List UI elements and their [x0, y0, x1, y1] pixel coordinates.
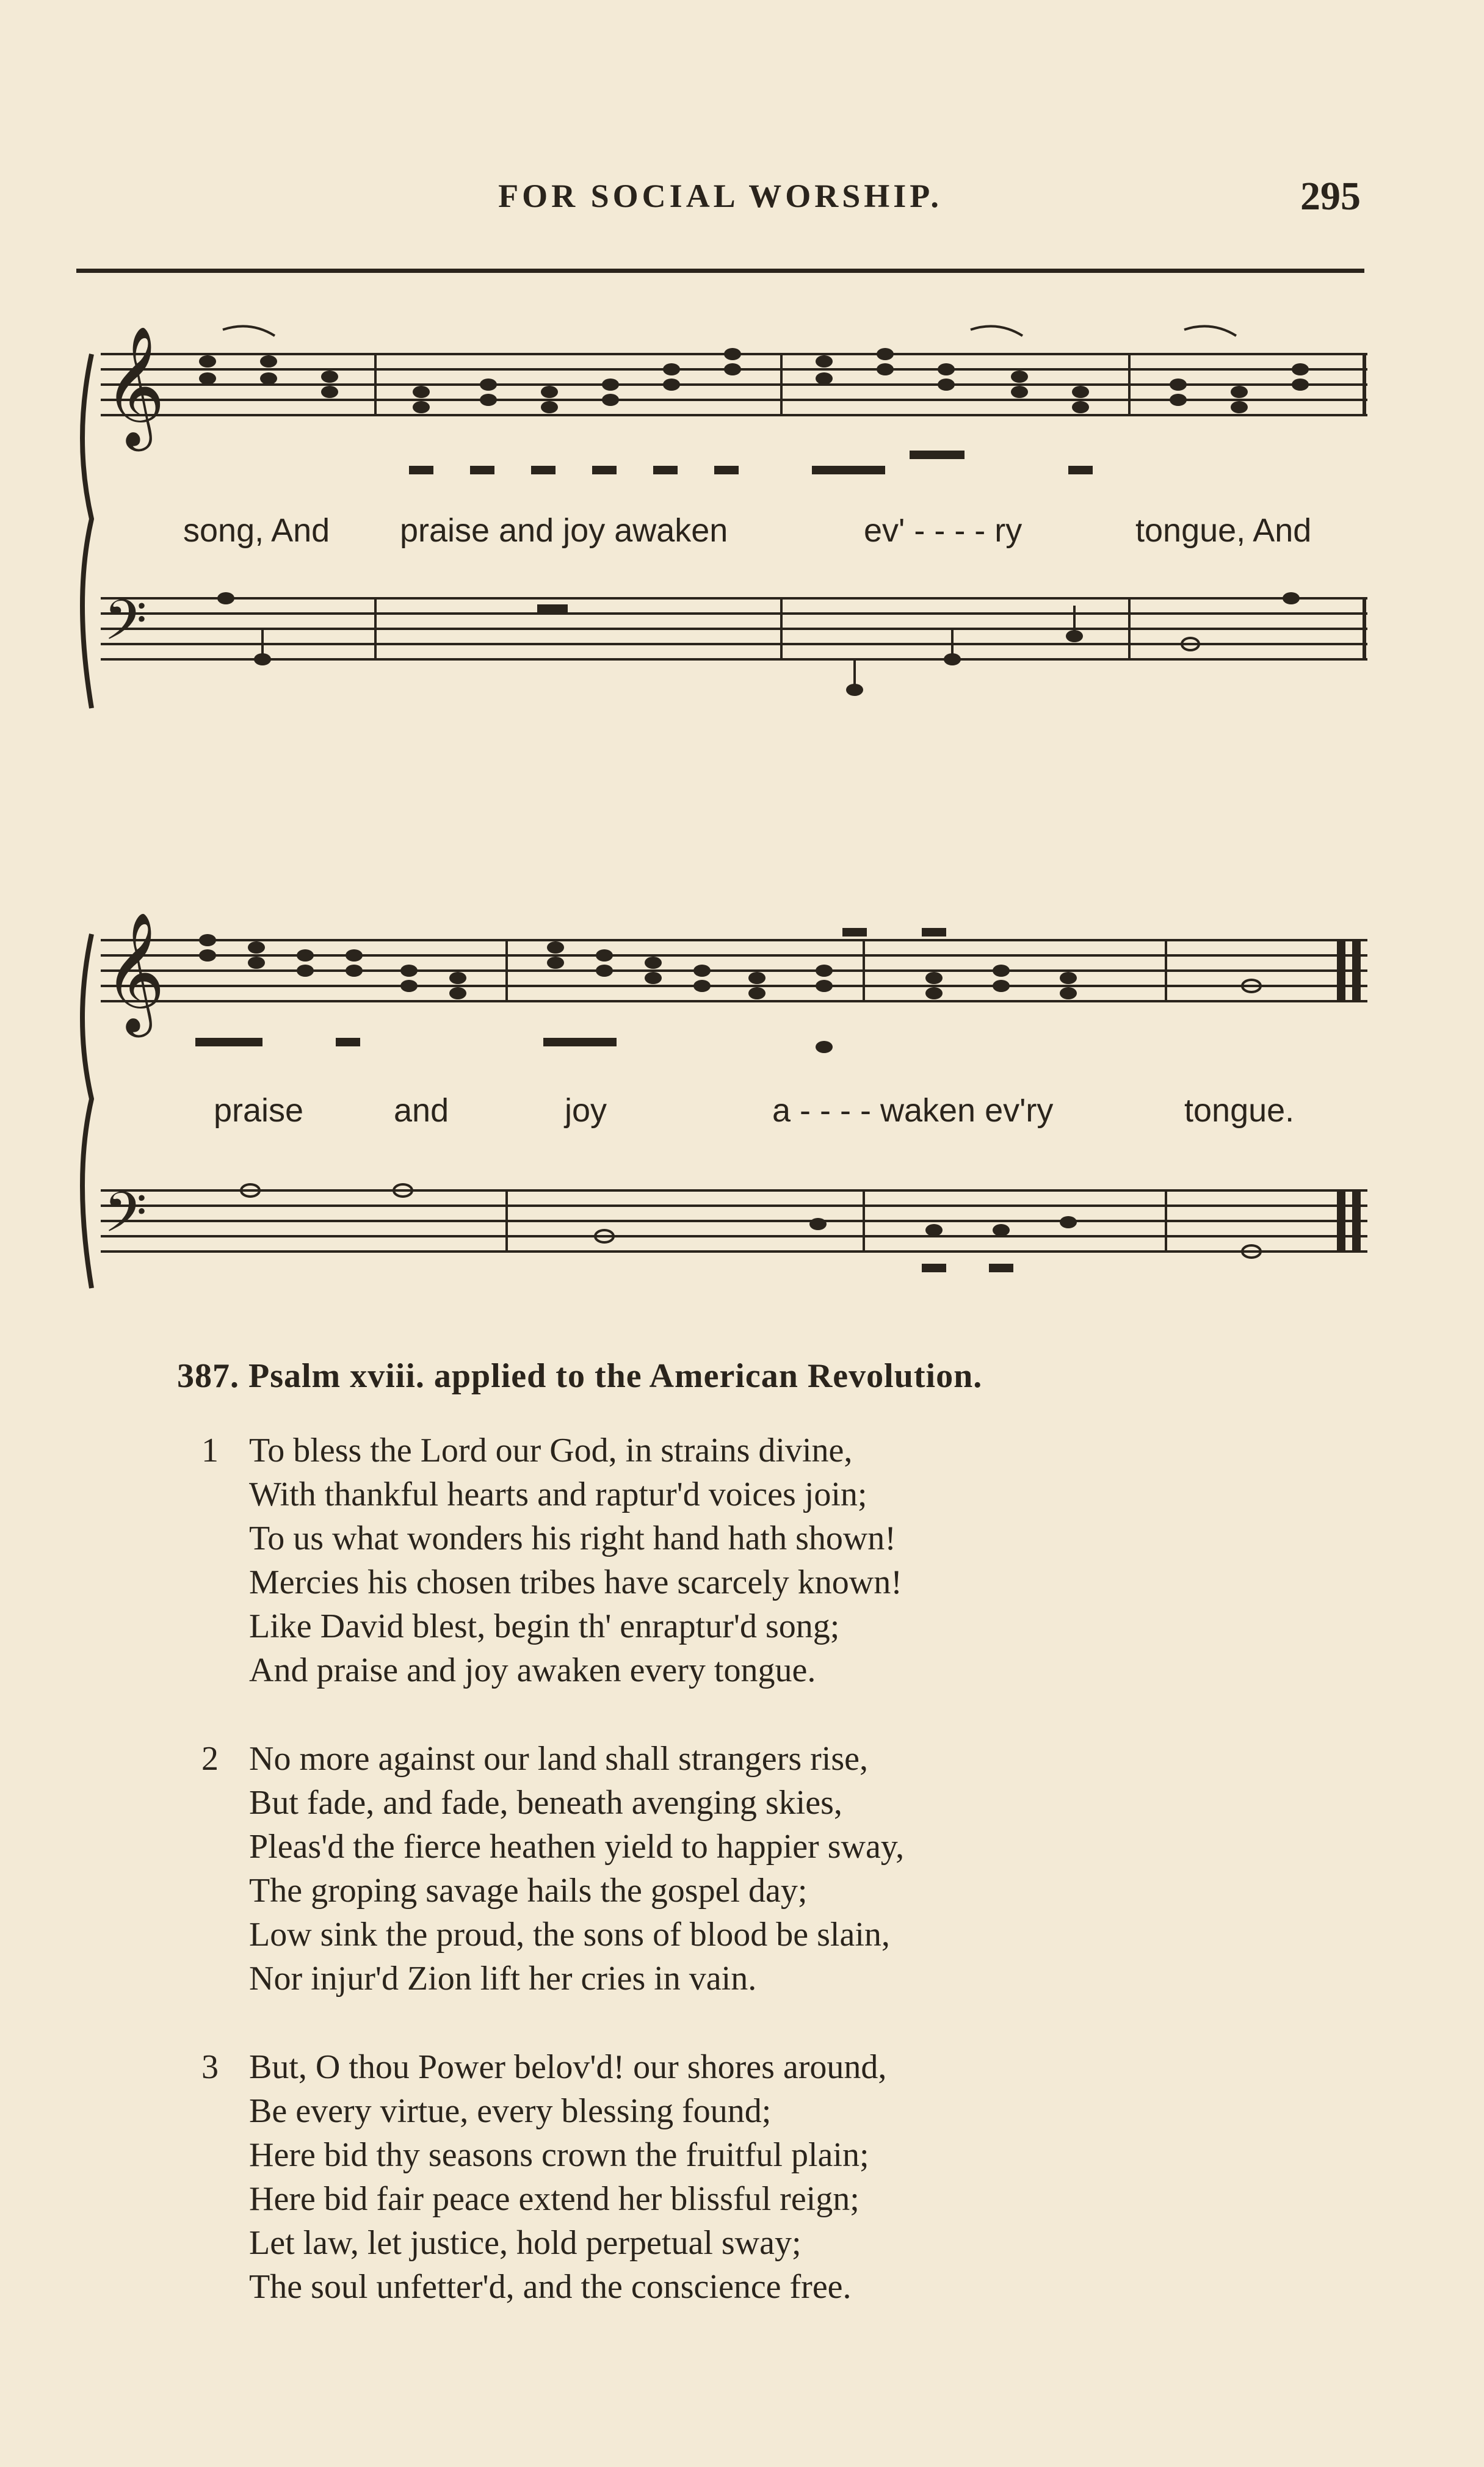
verse-line: And praise and joy awaken every tongue.: [249, 1651, 816, 1689]
verse-line: The groping savage hails the gospel day;: [249, 1872, 808, 1910]
lyric-fragment: and: [394, 1092, 449, 1129]
verse-text: But, O thou Power belov'd! our shores around,: [249, 2048, 887, 2086]
verse-line: To us what wonders his right hand hath shown!: [249, 1520, 896, 1557]
verse-line: Let law, let justice, hold perpetual sway;: [249, 2224, 802, 2262]
stanza: [201, 2045, 1331, 2309]
running-title: FOR SOCIAL WORSHIP.: [498, 178, 943, 214]
verse-line: Like David blest, begin th' enraptur'd song;: [249, 1607, 840, 1645]
verse-line: But fade, and fade, beneath avenging skies,: [249, 1784, 842, 1822]
verse-text: No more against our land shall strangers rise,: [249, 1740, 868, 1778]
stanza-number: 1: [201, 1432, 219, 1469]
verse-line: Here bid thy seasons crown the fruitful plain;: [249, 2136, 869, 2174]
hymn-number: 387.: [177, 1357, 239, 1395]
music-system-2: [67, 897, 1367, 1313]
lyric-fragment: praise: [214, 1092, 304, 1129]
verse-line: Be every virtue, every blessing found;: [249, 2092, 772, 2130]
hymn-title: Psalm xviii. applied to the American Revolution.: [248, 1357, 983, 1395]
stanza-number: 2: [201, 1740, 219, 1778]
svg-text:𝄞: 𝄞: [104, 911, 165, 1032]
verse-line: [201, 1429, 1331, 1473]
lyric-fragment: joy: [565, 1092, 607, 1129]
verse-line: [201, 2045, 1331, 2089]
lyric-fragment: praise and joy awaken: [400, 512, 728, 549]
stanza-number: 3: [201, 2048, 219, 2086]
svg-text:𝄢: 𝄢: [104, 588, 147, 666]
lyric-fragment: tongue, And: [1135, 512, 1312, 549]
stanza: [201, 1737, 1331, 2001]
verse-line: Here bid fair peace extend her blissful reign;: [249, 2180, 860, 2218]
svg-text:𝄞: 𝄞: [104, 325, 165, 446]
music-system-1: [67, 317, 1367, 733]
hymn-heading: [177, 1357, 982, 1396]
verse-text: To bless the Lord our God, in strains divine,: [249, 1432, 853, 1469]
running-head: [0, 174, 1484, 226]
lyric-fragment: ev' - - - - ry: [864, 512, 1023, 549]
verse-line: Mercies his chosen tribes have scarcely known!: [249, 1563, 902, 1601]
lyric-fragment: a - - - - waken ev'ry: [772, 1092, 1054, 1129]
lyric-fragment: tongue.: [1184, 1092, 1295, 1129]
verse-line: [201, 1737, 1331, 1781]
stanza: [201, 1429, 1331, 1692]
svg-text:𝄢: 𝄢: [104, 1180, 147, 1258]
verse-line: Low sink the proud, the sons of blood be slain,: [249, 1916, 890, 1954]
verse-line: Pleas'd the fierce heathen yield to happier sway,: [249, 1828, 905, 1866]
verse-line: The soul unfetter'd, and the conscience free.: [249, 2268, 852, 2306]
verse-line: Nor injur'd Zion lift her cries in vain.: [249, 1960, 757, 1998]
header-rule: [76, 269, 1364, 273]
page-number: 295: [1300, 174, 1361, 219]
lyric-fragment: song, And: [183, 512, 330, 549]
verse-line: With thankful hearts and raptur'd voices join;: [249, 1476, 867, 1513]
